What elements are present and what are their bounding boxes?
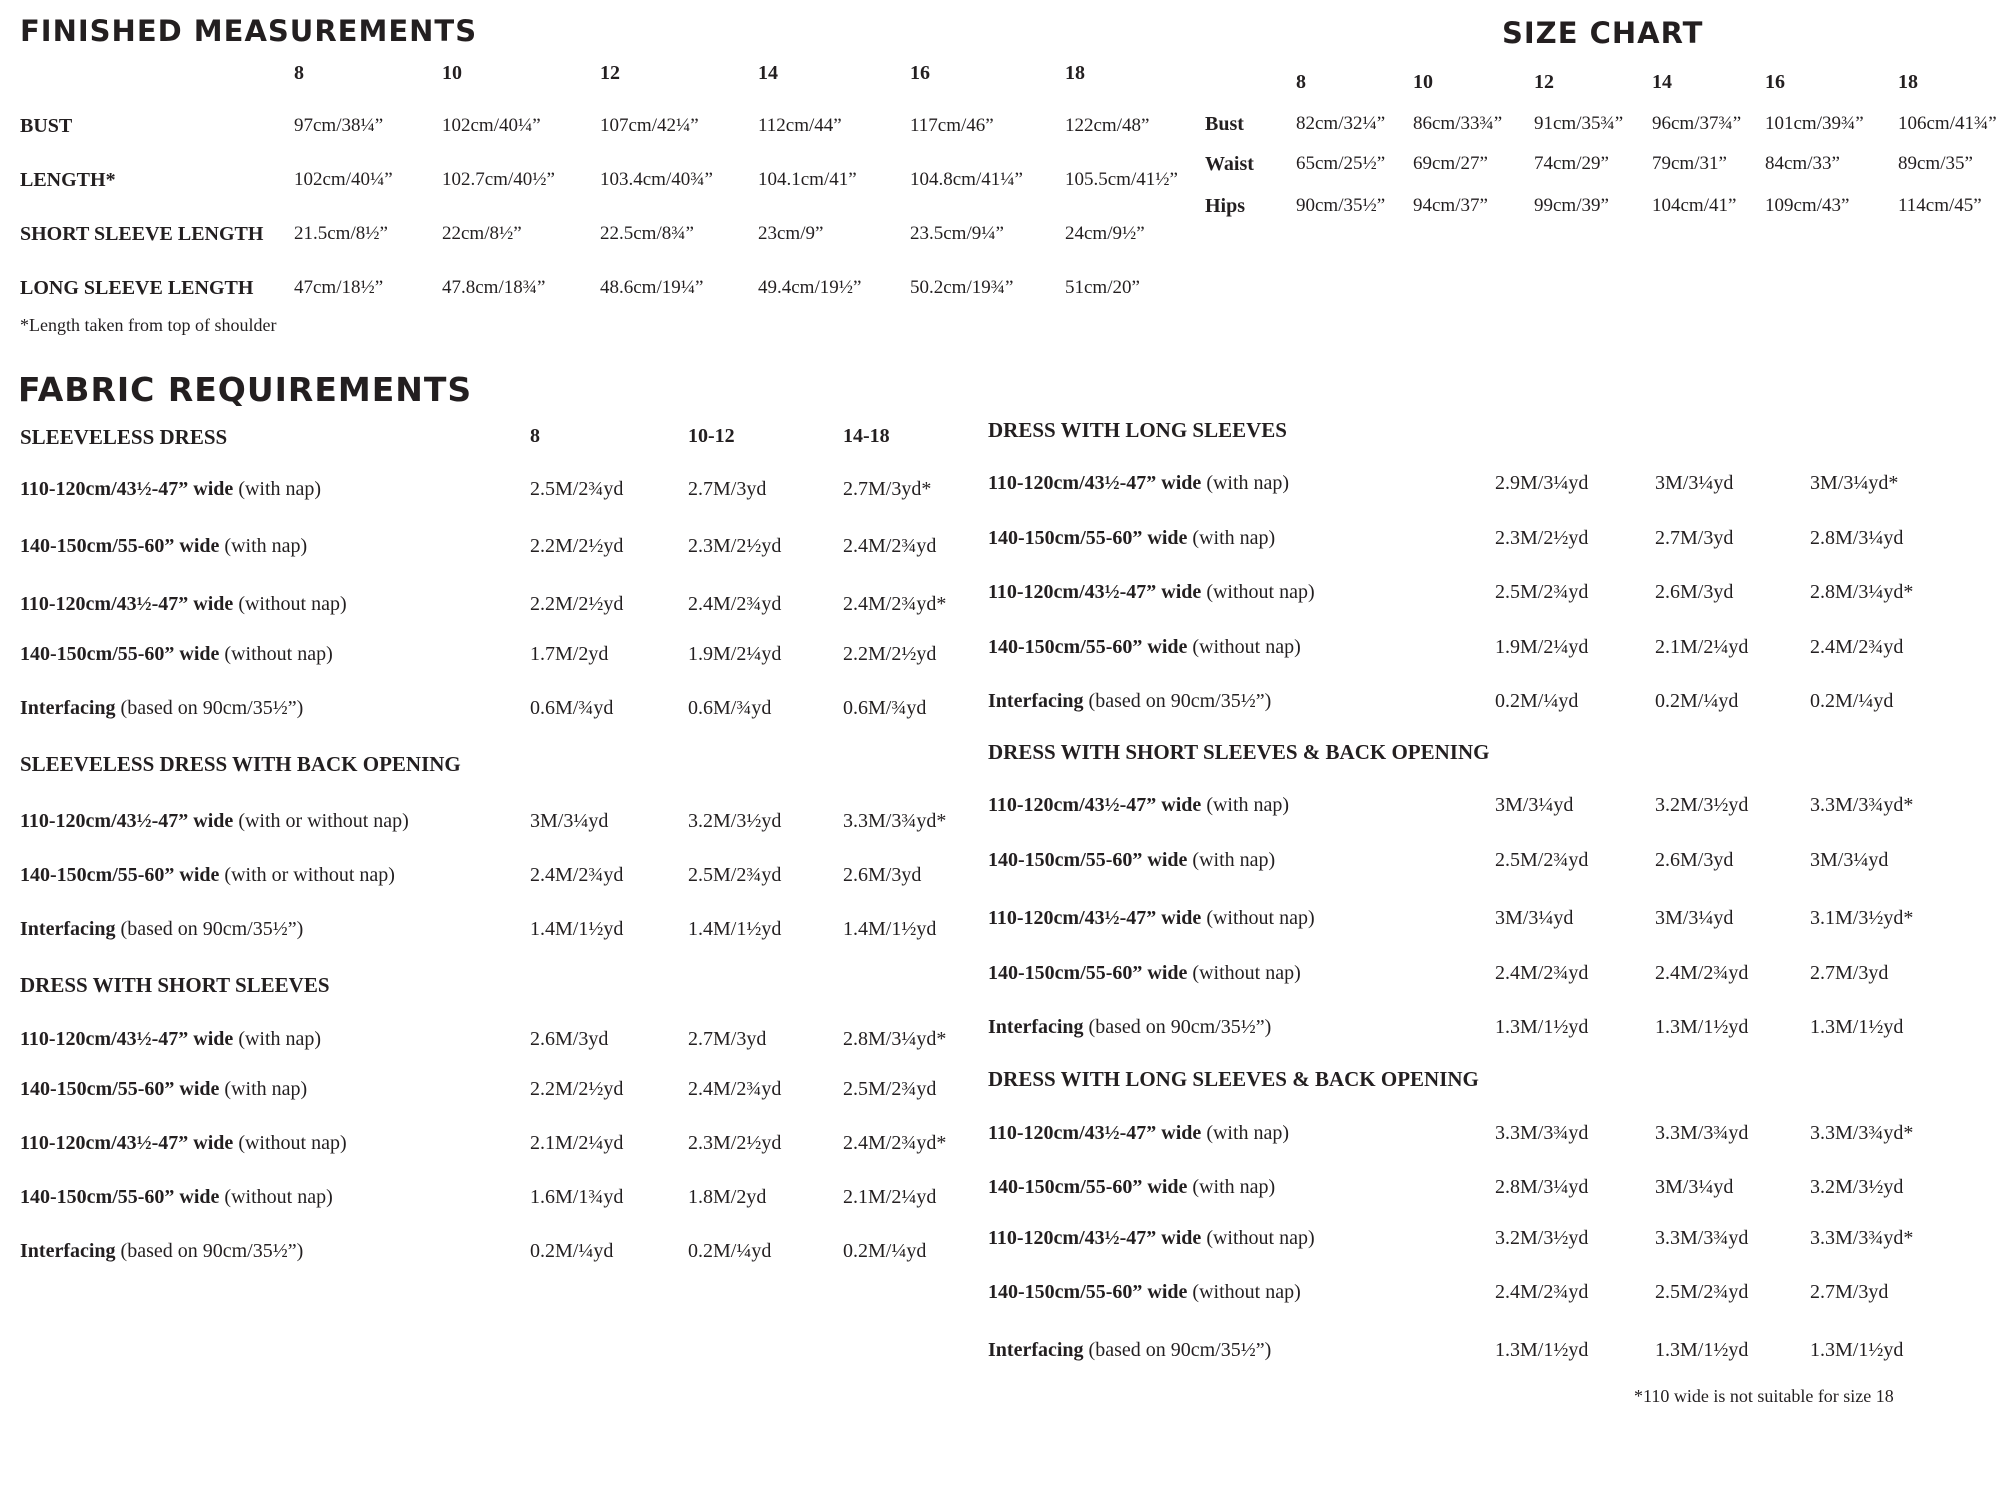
fabric-row-label <box>988 849 1275 872</box>
fabric-value: 2.8M/3¼yd <box>1495 1176 1589 1198</box>
size-chart-value: 79cm/31” <box>1652 153 1727 174</box>
fabric-value: 1.3M/1½yd <box>1655 1016 1749 1038</box>
size-chart-value: 91cm/35¾” <box>1534 113 1624 134</box>
size-chart-value: 114cm/45” <box>1898 195 1982 216</box>
measurement-value: 47cm/18½” <box>294 277 384 298</box>
measurement-value: 24cm/9½” <box>1065 223 1145 244</box>
fabric-row-label <box>988 962 1301 985</box>
fabric-width: Interfacing <box>20 1240 116 1262</box>
size-header: 12 <box>1534 71 1554 93</box>
fabric-value: 1.7M/2yd <box>530 643 609 665</box>
fabric-row-label <box>20 918 303 941</box>
fabric-value: 3.3M/3¾yd* <box>843 810 947 832</box>
fabric-value: 2.4M/2¾yd <box>843 535 937 557</box>
fabric-nap-note: (based on 90cm/35½”) <box>1083 1016 1272 1038</box>
fabric-nap-note: (based on 90cm/35½”) <box>115 697 304 719</box>
fabric-value: 0.6M/¾yd <box>843 697 927 719</box>
fabric-value: 3.3M/3¾yd* <box>1810 794 1914 816</box>
fabric-nap-note: (without nap) <box>219 1186 333 1208</box>
measurement-label: BUST <box>20 115 73 137</box>
fabric-value: 3.2M/3½yd <box>1495 1227 1589 1249</box>
fabric-row-label <box>20 1186 333 1209</box>
fabric-row-label <box>20 1028 321 1051</box>
measurement-value: 105.5cm/41½” <box>1065 169 1178 190</box>
size-chart-value: 109cm/43” <box>1765 195 1850 216</box>
measurement-label: SHORT SLEEVE LENGTH <box>20 223 264 245</box>
fabric-value: 3M/3¼yd <box>530 810 609 832</box>
fabric-nap-note: (without nap) <box>233 593 347 615</box>
fabric-value: 1.4M/1½yd <box>688 918 782 940</box>
fabric-nap-note: (without nap) <box>219 643 333 665</box>
size-chart-value: 99cm/39” <box>1534 195 1609 216</box>
fabric-value: 3.3M/3¾yd <box>1655 1227 1749 1249</box>
fabric-width: Interfacing <box>988 690 1084 712</box>
measurement-value: 102cm/40¼” <box>442 115 541 136</box>
measurement-value: 104.1cm/41” <box>758 169 857 190</box>
size-header: 12 <box>600 62 620 84</box>
measurement-value: 22cm/8½” <box>442 223 522 244</box>
fabric-nap-note: (without nap) <box>1201 581 1315 603</box>
finished-measurements-footnote: *Length taken from top of shoulder <box>20 315 277 335</box>
fabric-row-label <box>988 907 1315 930</box>
fabric-value: 2.6M/3yd <box>843 864 922 886</box>
fabric-nap-note: (without nap) <box>1201 1227 1315 1249</box>
fabric-value: 2.7M/3yd <box>1810 962 1889 984</box>
fabric-width: 110-120cm/43½-47” wide <box>20 1028 234 1050</box>
fabric-nap-note: (based on 90cm/35½”) <box>115 1240 304 1262</box>
fabric-value: 2.4M/2¾yd <box>530 864 624 886</box>
fabric-value: 2.5M/2¾yd <box>530 478 624 500</box>
size-chart-value: 101cm/39¾” <box>1765 113 1864 134</box>
fabric-value: 2.2M/2½yd <box>530 1078 624 1100</box>
fabric-width: 110-120cm/43½-47” wide <box>988 794 1202 816</box>
fabric-row-label <box>988 1281 1301 1304</box>
size-chart-value: 84cm/33” <box>1765 153 1840 174</box>
fabric-value: 1.4M/1½yd <box>530 918 624 940</box>
measurement-value: 47.8cm/18¾” <box>442 277 546 298</box>
measurement-value: 49.4cm/19½” <box>758 277 862 298</box>
fabric-row-label <box>988 581 1315 604</box>
size-header: 14 <box>758 62 778 84</box>
fabric-width: Interfacing <box>988 1339 1084 1361</box>
fabric-width: 110-120cm/43½-47” wide <box>20 478 234 500</box>
fabric-section-title: SLEEVELESS DRESS <box>20 425 228 449</box>
measurement-value: 23cm/9” <box>758 223 824 244</box>
fabric-value: 1.3M/1½yd <box>1655 1339 1749 1361</box>
fabric-section-title: DRESS WITH SHORT SLEEVES & BACK OPENING <box>988 740 1490 764</box>
size-chart-title: SIZE CHART <box>1502 16 1704 50</box>
fabric-nap-note: (with nap) <box>219 1078 308 1100</box>
fabric-value: 3M/3¼yd <box>1495 794 1574 816</box>
fabric-width: 110-120cm/43½-47” wide <box>20 593 234 615</box>
fabric-value: 3.1M/3½yd* <box>1810 907 1914 929</box>
fabric-value: 3.2M/3½yd <box>1655 794 1749 816</box>
fabric-section-title: SLEEVELESS DRESS WITH BACK OPENING <box>20 752 461 776</box>
fabric-nap-note: (with or without nap) <box>219 864 395 886</box>
size-chart-value: 106cm/41¾” <box>1898 113 1997 134</box>
fabric-nap-note: (with nap) <box>233 478 322 500</box>
size-chart-value: 69cm/27” <box>1413 153 1488 174</box>
fabric-width: Interfacing <box>20 697 116 719</box>
size-chart-value: 96cm/37¾” <box>1652 113 1742 134</box>
fabric-value: 2.8M/3¼yd* <box>1810 581 1914 603</box>
fabric-value: 1.3M/1½yd <box>1495 1016 1589 1038</box>
fabric-row-label <box>988 527 1275 550</box>
fabric-width: 110-120cm/43½-47” wide <box>988 472 1202 494</box>
fabric-section-title: DRESS WITH SHORT SLEEVES <box>20 973 330 997</box>
fabric-value: 3.3M/3¾yd* <box>1810 1122 1914 1144</box>
measurement-value: 22.5cm/8¾” <box>600 223 694 244</box>
size-header: 16 <box>910 62 930 84</box>
size-chart-value: 65cm/25½” <box>1296 153 1386 174</box>
fabric-value: 2.6M/3yd <box>1655 581 1734 603</box>
fabric-width: 140-150cm/55-60” wide <box>20 864 220 886</box>
fabric-row-label <box>20 1240 303 1263</box>
fabric-nap-note: (with or without nap) <box>233 810 409 832</box>
fabric-row-label <box>988 472 1289 495</box>
fabric-width: 140-150cm/55-60” wide <box>20 535 220 557</box>
fabric-nap-note: (based on 90cm/35½”) <box>1083 690 1272 712</box>
size-chart-label: Hips <box>1205 195 1246 217</box>
fabric-value: 1.3M/1½yd <box>1495 1339 1589 1361</box>
fabric-value: 2.4M/2¾yd <box>1810 636 1904 658</box>
fabric-row-label <box>988 690 1271 713</box>
fabric-value: 0.2M/¼yd <box>843 1240 927 1262</box>
fabric-value: 0.2M/¼yd <box>530 1240 614 1262</box>
measurement-value: 103.4cm/40¾” <box>600 169 713 190</box>
fabric-row-label <box>20 1132 347 1155</box>
size-chart-value: 94cm/37” <box>1413 195 1488 216</box>
fabric-width: 110-120cm/43½-47” wide <box>988 581 1202 603</box>
fabric-width: 140-150cm/55-60” wide <box>988 849 1188 871</box>
fabric-value: 1.9M/2¼yd <box>1495 636 1589 658</box>
fabric-nap-note: (with nap) <box>1187 527 1276 549</box>
fabric-value: 2.4M/2¾yd <box>1495 962 1589 984</box>
fabric-value: 0.2M/¼yd <box>1655 690 1739 712</box>
fabric-nap-note: (with nap) <box>1201 1122 1290 1144</box>
fabric-value: 1.9M/2¼yd <box>688 643 782 665</box>
fabric-value: 2.2M/2½yd <box>530 535 624 557</box>
fabric-value: 2.6M/3yd <box>530 1028 609 1050</box>
fabric-value: 1.6M/1¾yd <box>530 1186 624 1208</box>
finished-measurements-title: FINISHED MEASUREMENTS <box>20 14 478 48</box>
fabric-nap-note: (with nap) <box>1201 472 1290 494</box>
fabric-value: 2.5M/2¾yd <box>843 1078 937 1100</box>
fabric-nap-note: (without nap) <box>1187 636 1301 658</box>
measurement-value: 117cm/46” <box>910 115 994 136</box>
fabric-value: 1.3M/1½yd <box>1810 1339 1904 1361</box>
measurement-value: 51cm/20” <box>1065 277 1140 298</box>
measurement-value: 23.5cm/9¼” <box>910 223 1004 244</box>
fabric-value: 2.6M/3yd <box>1655 849 1734 871</box>
fabric-nap-note: (with nap) <box>1201 794 1290 816</box>
fabric-value: 0.6M/¾yd <box>530 697 614 719</box>
fabric-width: 110-120cm/43½-47” wide <box>988 907 1202 929</box>
fabric-row-label <box>20 643 333 666</box>
fabric-row-label <box>988 1339 1271 1362</box>
fabric-size-header: 10-12 <box>688 425 735 447</box>
fabric-row-label <box>20 864 395 887</box>
fabric-nap-note: (without nap) <box>1201 907 1315 929</box>
fabric-value: 0.6M/¾yd <box>688 697 772 719</box>
fabric-row-label <box>988 794 1289 817</box>
fabric-value: 2.4M/2¾yd* <box>843 1132 947 1154</box>
size-chart-value: 82cm/32¼” <box>1296 113 1386 134</box>
fabric-value: 2.8M/3¼yd* <box>843 1028 947 1050</box>
fabric-value: 2.9M/3¼yd <box>1495 472 1589 494</box>
fabric-value: 2.3M/2½yd <box>688 1132 782 1154</box>
fabric-value: 2.1M/2¼yd <box>530 1132 624 1154</box>
fabric-value: 0.2M/¼yd <box>688 1240 772 1262</box>
fabric-width: 140-150cm/55-60” wide <box>988 1176 1188 1198</box>
measurement-value: 102.7cm/40½” <box>442 169 555 190</box>
fabric-width: 140-150cm/55-60” wide <box>988 527 1188 549</box>
fabric-value: 1.8M/2yd <box>688 1186 767 1208</box>
fabric-value: 2.5M/2¾yd <box>1495 849 1589 871</box>
fabric-width: Interfacing <box>20 918 116 940</box>
fabric-row-label <box>20 810 409 833</box>
measurement-value: 21.5cm/8½” <box>294 223 388 244</box>
fabric-width: 110-120cm/43½-47” wide <box>20 810 234 832</box>
fabric-value: 2.1M/2¼yd <box>843 1186 937 1208</box>
measurement-value: 48.6cm/19¼” <box>600 277 704 298</box>
fabric-row-label <box>20 535 307 558</box>
fabric-value: 3M/3¼yd <box>1655 1176 1734 1198</box>
fabric-width: 140-150cm/55-60” wide <box>988 962 1188 984</box>
fabric-nap-note: (with nap) <box>1187 849 1276 871</box>
fabric-width: 110-120cm/43½-47” wide <box>988 1122 1202 1144</box>
fabric-value: 2.4M/2¾yd <box>688 593 782 615</box>
size-header: 8 <box>1296 71 1306 93</box>
fabric-row-label <box>988 1122 1289 1145</box>
fabric-value: 2.4M/2¾yd <box>1495 1281 1589 1303</box>
fabric-nap-note: (without nap) <box>1187 962 1301 984</box>
size-chart-value: 90cm/35½” <box>1296 195 1386 216</box>
fabric-value: 2.7M/3yd <box>688 478 767 500</box>
fabric-row-label <box>20 478 321 501</box>
fabric-value: 2.2M/2½yd <box>530 593 624 615</box>
fabric-section-title: DRESS WITH LONG SLEEVES <box>988 418 1287 442</box>
size-chart-label: Waist <box>1205 153 1254 175</box>
size-header: 18 <box>1065 62 1085 84</box>
fabric-row-label <box>988 636 1301 659</box>
fabric-nap-note: (based on 90cm/35½”) <box>115 918 304 940</box>
fabric-value: 1.4M/1½yd <box>843 918 937 940</box>
fabric-value: 3.2M/3½yd <box>688 810 782 832</box>
fabric-width: 110-120cm/43½-47” wide <box>20 1132 234 1154</box>
measurement-value: 104.8cm/41¼” <box>910 169 1023 190</box>
fabric-row-label <box>988 1227 1315 1250</box>
size-header: 8 <box>294 62 304 84</box>
fabric-value: 2.5M/2¾yd <box>1655 1281 1749 1303</box>
fabric-value: 2.5M/2¾yd <box>688 864 782 886</box>
fabric-value: 2.8M/3¼yd <box>1810 527 1904 549</box>
size-header: 16 <box>1765 71 1785 93</box>
fabric-value: 0.2M/¼yd <box>1810 690 1894 712</box>
fabric-size-header: 14-18 <box>843 425 890 447</box>
size-chart-value: 86cm/33¾” <box>1413 113 1503 134</box>
fabric-value: 0.2M/¼yd <box>1495 690 1579 712</box>
fabric-nap-note: (based on 90cm/35½”) <box>1083 1339 1272 1361</box>
fabric-value: 3M/3¼yd <box>1495 907 1574 929</box>
fabric-width: 110-120cm/43½-47” wide <box>988 1227 1202 1249</box>
measurement-value: 112cm/44” <box>758 115 842 136</box>
fabric-value: 2.2M/2½yd <box>843 643 937 665</box>
fabric-value: 2.7M/3yd* <box>843 478 932 500</box>
fabric-value: 2.7M/3yd <box>1810 1281 1889 1303</box>
fabric-width: Interfacing <box>988 1016 1084 1038</box>
size-chart-value: 89cm/35” <box>1898 153 1973 174</box>
fabric-width: 140-150cm/55-60” wide <box>20 1078 220 1100</box>
fabric-value: 2.7M/3yd <box>688 1028 767 1050</box>
size-chart-value: 104cm/41” <box>1652 195 1737 216</box>
size-chart-label: Bust <box>1205 113 1244 135</box>
fabric-nap-note: (with nap) <box>233 1028 322 1050</box>
size-header: 10 <box>442 62 462 84</box>
fabric-row-label <box>20 593 347 616</box>
fabric-row-label <box>20 697 303 720</box>
fabric-size-header: 8 <box>530 425 540 447</box>
size-chart-value: 74cm/29” <box>1534 153 1609 174</box>
measurement-value: 102cm/40¼” <box>294 169 393 190</box>
fabric-value: 2.3M/2½yd <box>1495 527 1589 549</box>
fabric-value: 2.5M/2¾yd <box>1495 581 1589 603</box>
fabric-nap-note: (with nap) <box>1187 1176 1276 1198</box>
fabric-nap-note: (without nap) <box>1187 1281 1301 1303</box>
fabric-value: 3.2M/3½yd <box>1810 1176 1904 1198</box>
fabric-width: 140-150cm/55-60” wide <box>20 1186 220 1208</box>
fabric-width: 140-150cm/55-60” wide <box>988 636 1188 658</box>
fabric-width: 140-150cm/55-60” wide <box>988 1281 1188 1303</box>
fabric-value: 1.3M/1½yd <box>1810 1016 1904 1038</box>
size-header: 18 <box>1898 71 1918 93</box>
measurement-value: 50.2cm/19¾” <box>910 277 1014 298</box>
fabric-value: 3.3M/3¾yd <box>1655 1122 1749 1144</box>
fabric-value: 3M/3¼yd* <box>1810 472 1899 494</box>
measurement-value: 122cm/48” <box>1065 115 1150 136</box>
measurement-value: 107cm/42¼” <box>600 115 699 136</box>
fabric-requirements-title: FABRIC REQUIREMENTS <box>18 370 473 409</box>
fabric-value: 2.7M/3yd <box>1655 527 1734 549</box>
measurement-value: 97cm/38¼” <box>294 115 384 136</box>
fabric-width: 140-150cm/55-60” wide <box>20 643 220 665</box>
fabric-value: 2.4M/2¾yd <box>1655 962 1749 984</box>
fabric-footnote: *110 wide is not suitable for size 18 <box>1634 1386 1894 1406</box>
fabric-value: 2.1M/2¼yd <box>1655 636 1749 658</box>
fabric-row-label <box>988 1016 1271 1039</box>
measurement-label: LENGTH* <box>20 169 116 191</box>
size-header: 14 <box>1652 71 1672 93</box>
fabric-value: 3M/3¼yd <box>1655 907 1734 929</box>
fabric-value: 3.3M/3¾yd <box>1495 1122 1589 1144</box>
measurement-label: LONG SLEEVE LENGTH <box>20 277 254 299</box>
fabric-row-label <box>20 1078 307 1101</box>
fabric-value: 3M/3¼yd <box>1810 849 1889 871</box>
fabric-nap-note: (without nap) <box>233 1132 347 1154</box>
fabric-value: 2.4M/2¾yd* <box>843 593 947 615</box>
fabric-value: 3M/3¼yd <box>1655 472 1734 494</box>
size-header: 10 <box>1413 71 1433 93</box>
fabric-value: 2.4M/2¾yd <box>688 1078 782 1100</box>
fabric-section-title: DRESS WITH LONG SLEEVES & BACK OPENING <box>988 1067 1479 1091</box>
fabric-value: 2.3M/2½yd <box>688 535 782 557</box>
fabric-value: 3.3M/3¾yd* <box>1810 1227 1914 1249</box>
fabric-row-label <box>988 1176 1275 1199</box>
fabric-nap-note: (with nap) <box>219 535 308 557</box>
